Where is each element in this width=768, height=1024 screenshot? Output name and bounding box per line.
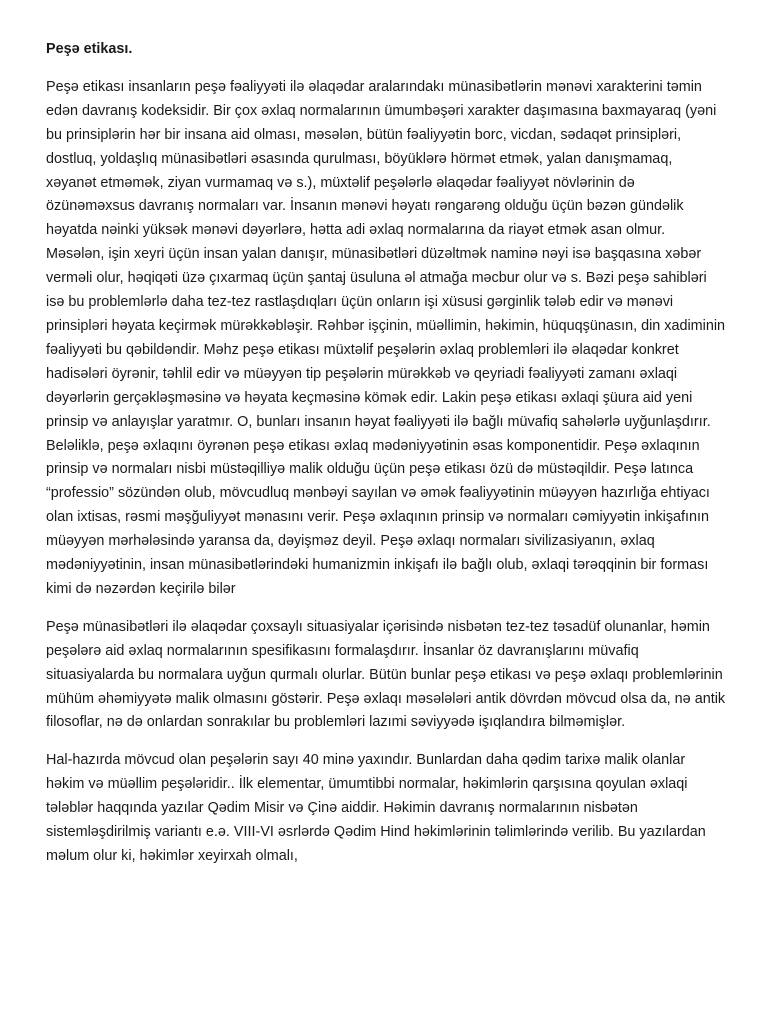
document-page	[46, 38, 726, 883]
paragraph-ancient-professions: Hal-hazırda mövcud olan peşələrin sayı 40 minə yaxındır. Bunlardan daha qədim tarixə malik olanlar həkim və müəllim peşələridir.. İlk elementar, ümumtibbi normalar, həkimlərin qarşısına qoyulan əxlaqi tələblər haqqında yazılar Qədim Misir və Çinə aiddir. Həkimin davranış normalarının nisbətən sistemləşdirilmiş variantı e.ə. VIII-VI əsrlərdə Qədim Hind həkimlərinin təlimlərində verilib. Bu yazılardan məlum olur ki, həkimlər xeyirxah olmalı,	[46, 752, 706, 864]
document-title: Peşə etikası.	[46, 41, 133, 57]
paragraph-professional-ethics-definition: Peşə etikası insanların peşə fəaliyyəti ilə əlaqədar aralarındakı münasibətlərin mənəvi xarakterini təmin edən davranış kodeksidir. Bir çox əxlaq normalarının ümumbəşəri xarakter daşımasına baxmayaraq (yəni bu prinsiplərin hər bir insana aid olması, məsələn, bütün fəaliyyətin borc, vicdan, sədaqət prinsipləri, dostluq, yoldaşlıq münasibətləri əsasında qurulması, böyüklərə hörmət etmək, yalan danışmamaq, xəyanət etməmək, ziyan vurmamaq və s.), müxtəlif peşələrlə əlaqədar fəaliyyət növlərinin də özünəməxsus davranış normaları var. İnsanın mənəvi həyatı rəngarəng olduğu üçün bəzən gündəlik həyatda nəinki yüksək mənəvi dəyərlərə, hətta adi əxlaq normalarına da riayət etmək asan olmur. Məsələn, işin xeyri üçün insan yalan danışır, münasibətləri düzəltmək naminə nəyi isə başqasına xəbər verməli olur, həqiqəti üzə çıxarmaq üçün şantaj üsuluna əl atmağa məcbur olur və s. Bəzi peşə sahibləri isə bu problemlərlə daha tez-tez rastlaşdıqları üçün onların işi xüsusi gərginlik tələb edir və mənəvi prinsipləri həyata keçirmək mürəkkəbləşir. Rəhbər işçinin, müəllimin, həkimin, hüquqşünasın, din xadiminin fəaliyyəti bu qəbildəndir. Məhz peşə etikası müxtəlif peşələrin əxlaq problemləri ilə əlaqədar konkret hadisələri öyrənir, təhlil edir və müəyyən tip peşələrin mürəkkəb və qeyriadi fəaliyyəti zamanı əxlaqi dəyərlərin gerçəkləşməsinə və həyata keçməsinə kömək edir. Lakin peşə etikası əxlaqi şüura aid yeni prinsip və anlayışlar yaratmır. O, bunları insanın həyat fəaliyyəti ilə bağlı müvafiq sahələrlə uyğunlaşdırır. Beləliklə, peşə əxlaqını öyrənən peşə etikası əxlaq mədəniyyətinin əsas komponentidir. Peşə əxlaqının prinsip və normaları nisbi müstəqilliyə malik olduğu üçün peşə etikası özü də müstəqildir. Peşə latınca “professio” sözündən olub, mövcudluq mənbəyi sayılan və əmək fəaliyyətinin müəyyən hazırlığa ehtiyacı olan ixtisas, rəsmi məşğuliyyət mənasını verir. Peşə əxlaqının prinsip və normaları cəmiyyətin inkişafının müəyyən mərhələsində yaransa da, dəyişməz deyil. Peşə əxlaqı normaları sivilizasiyanın, əxlaq mədəniyyətinin, insan münasibətlərindəki humanizmin inkişafı ilə bağlı olub, əxlaqi tərəqqinin bir forması kimi də nəzərdən keçirilə bilər	[46, 78, 726, 597]
paragraph-professional-situations: Peşə münasibətləri ilə əlaqədar çoxsaylı situasiyalar içərisində nisbətən tez-tez təsadüf olunanlar, həmin peşələrə aid əxlaq normalarının spesifikasını formalaşdırır. İnsanlar öz davranışlarını müvafiq situasiyalarda bu normalara uyğun qurmalı olurlar. Bütün bunlar peşə etikası və peşə əxlaqı problemlərinin mühüm əhəmiyyətə malik olmasını göstərir. Peşə əxlaqı məsələləri antik dövrdən mövcud olsa da, nə antik filosoflar, nə də onlardan sonrakılar bu problemləri lazımi səviyyədə işıqlandıra bilməmişlər.	[46, 618, 726, 731]
